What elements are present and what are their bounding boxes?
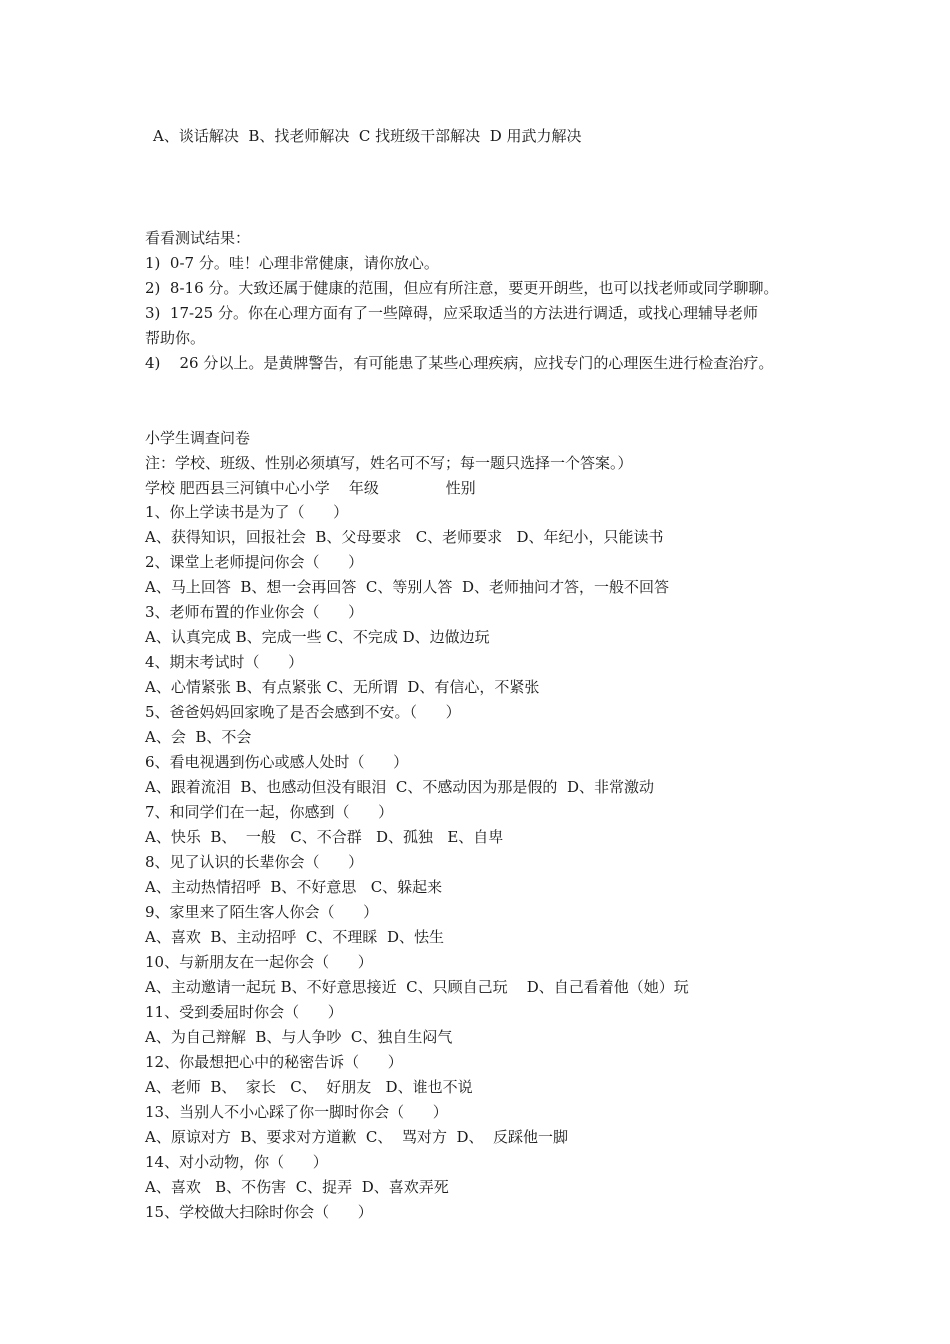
- text-line: 15、学校做大扫除时你会（ ）: [145, 1203, 373, 1221]
- text-line: A、认真完成 B、完成一些 C、不完成 D、边做边玩: [145, 628, 490, 646]
- text-line: 注：学校、班级、性别必须填写，姓名可不写；每一题只选择一个答案。）: [145, 454, 633, 472]
- text-line: 2) 8-16 分。大致还属于健康的范围，但应有所注意，要更开朗些，也可以找老师或同学聊聊。: [145, 279, 779, 297]
- text-line: 1) 0-7 分。哇！心理非常健康，请你放心。: [145, 254, 439, 272]
- text-line: 8、见了认识的长辈你会（ ）: [145, 853, 364, 871]
- text-line: 10、与新朋友在一起你会（ ）: [145, 953, 373, 971]
- text-line: 14、对小动物，你（ ）: [145, 1153, 328, 1171]
- text-line: 12、你最想把心中的秘密告诉（ ）: [145, 1053, 403, 1071]
- text-line: 帮助你。: [145, 329, 206, 347]
- text-line: 学校 肥西县三河镇中心小学 年级 性别: [145, 479, 476, 497]
- text-line: A、喜欢 B、不伤害 C、捉弄 D、喜欢弄死: [145, 1178, 449, 1196]
- text-line: A、主动邀请一起玩 B、不好意思接近 C、只顾自己玩 D、自己看着他（她）玩: [145, 978, 689, 996]
- text-line: 小学生调查问卷: [145, 429, 251, 447]
- text-line: 11、受到委屈时你会（ ）: [145, 1003, 343, 1021]
- text-line: A、会 B、不会: [145, 728, 252, 746]
- text-line: A、谈话解决 B、找老师解决 C 找班级干部解决 D 用武力解决: [153, 127, 582, 145]
- text-line: 3) 17-25 分。你在心理方面有了一些障碍，应采取适当的方法进行调适，或找心理辅导老师: [145, 304, 758, 322]
- text-line: A、心情紧张 B、有点紧张 C、无所谓 D、有信心，不紧张: [145, 678, 540, 696]
- text-line: A、老师 B、 家长 C、 好朋友 D、谁也不说: [145, 1078, 473, 1096]
- text-line: A、为自己辩解 B、与人争吵 C、独自生闷气: [145, 1028, 453, 1046]
- text-line: 2、课堂上老师提问你会（ ）: [145, 553, 364, 571]
- text-line: 7、和同学们在一起，你感到（ ）: [145, 803, 394, 821]
- text-line: 4) 26 分以上。是黄牌警告，有可能患了某些心理疾病，应找专门的心理医生进行检查治疗。: [145, 354, 774, 372]
- text-line: 1、你上学读书是为了（ ）: [145, 503, 349, 521]
- text-line: A、快乐 B、 一般 C、不合群 D、孤独 E、自卑: [145, 828, 504, 846]
- text-line: 3、老师布置的作业你会（ ）: [145, 603, 364, 621]
- text-line: A、喜欢 B、主动招呼 C、不理睬 D、怯生: [145, 928, 444, 946]
- text-line: 9、家里来了陌生客人你会（ ）: [145, 903, 379, 921]
- text-line: A、马上回答 B、想一会再回答 C、等别人答 D、老师抽问才答，一般不回答: [145, 578, 669, 596]
- text-line: 4、期末考试时（ ）: [145, 653, 304, 671]
- text-line: 5、爸爸妈妈回家晚了是否会感到不安。（ ）: [145, 703, 461, 721]
- text-line: A、跟着流泪 B、也感动但没有眼泪 C、不感动因为那是假的 D、非常激动: [145, 778, 654, 796]
- text-line: A、原谅对方 B、要求对方道歉 C、 骂对方 D、 反踩他一脚: [145, 1128, 569, 1146]
- text-line: A、获得知识，回报社会 B、父母要求 C、老师要求 D、年纪小，只能读书: [145, 528, 664, 546]
- text-line: 6、看电视遇到伤心或感人处时（ ）: [145, 753, 409, 771]
- text-line: 看看测试结果：: [145, 229, 251, 247]
- text-line: A、主动热情招呼 B、不好意思 C、躲起来: [145, 878, 443, 896]
- text-line: 13、当别人不小心踩了你一脚时你会（ ）: [145, 1103, 448, 1121]
